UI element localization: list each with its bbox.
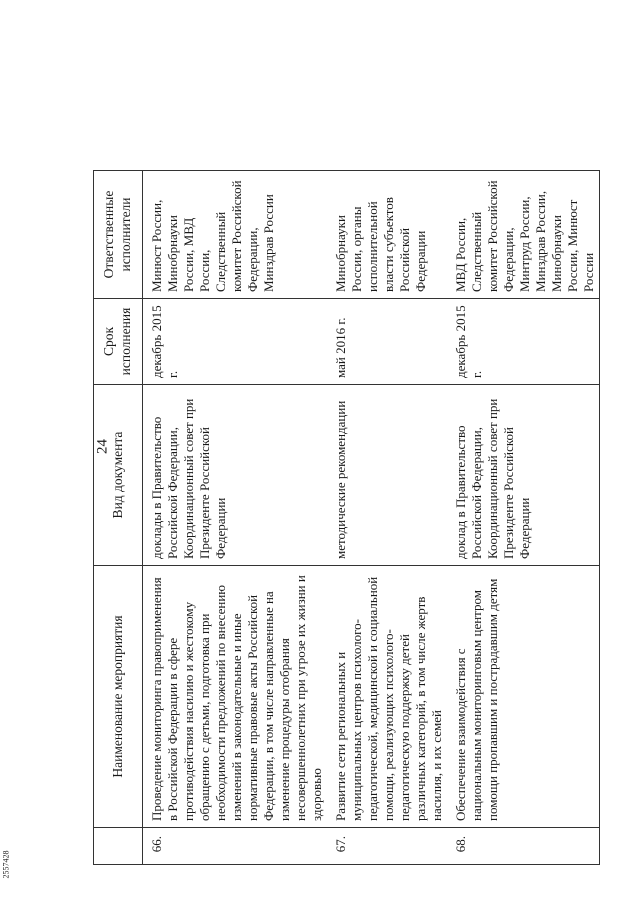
document-code: 2557428: [1, 850, 11, 879]
header-document-type: Вид документа: [94, 385, 143, 566]
measure-name: Проведение мониторинга правоприменения в Российской Федерации в сфере противодействия насилию и жестокому обращению с детьми, подготовка при необходимости предложений по внесению изменений в законодательные и иные нормативные правовые акты Российской Федерации, в том числе направленные на изменение процедуры отобрания несовершеннолетних при угрозе их жизни и здоровью: [143, 566, 327, 828]
table-row: [447, 171, 599, 865]
responsible: МВД России, Следственный комитет Российской Федерации, Минтруд России, Минздрав России, Минобрнауки России, Минюст России: [447, 171, 599, 299]
responsible: Минюст России, Минобрнауки России, МВД России, Следственный комитет Российской Федерации, Минздрав России: [143, 171, 327, 299]
header-responsible: Ответственные исполнители: [94, 171, 143, 299]
document-type: доклады в Правительство Российской Федерации, Координационный совет при Президенте Российской Федерации: [143, 385, 327, 566]
measure-name: Развитие сети региональных и муниципальных центров психолого-педагогической, медицинской и социальной помощи, реализующих психолого-педагогическую поддержку детей различных категорий, в том числе жертв насилия, и их семей: [327, 566, 447, 828]
deadline: декабрь 2015 г.: [143, 299, 327, 385]
measure-name: Обеспечение взаимодействия с национальным мониторинговым центром помощи пропавшим и пострадавшим детям: [447, 566, 599, 828]
document-type: методические рекомендации: [327, 385, 447, 566]
deadline: май 2016 г.: [327, 299, 447, 385]
header-deadline: Срок исполнения: [94, 299, 143, 385]
document-type: доклад в Правительство Российской Федерации, Координационный совет при Президенте Российской Федерации: [447, 385, 599, 566]
table-row: [143, 171, 327, 865]
deadline: декабрь 2015 г.: [447, 299, 599, 385]
row-number: 66.: [143, 828, 327, 865]
table-row: [327, 171, 447, 865]
row-number: 67.: [327, 828, 447, 865]
measures-table: [93, 170, 600, 865]
table-header-row: [94, 171, 143, 865]
header-number: [94, 828, 143, 865]
header-measure-name: Наименование мероприятия: [94, 566, 143, 828]
responsible: Минобрнауки России, органы исполнительной власти субъектов Российской Федерации: [327, 171, 447, 299]
row-number: 68.: [447, 828, 599, 865]
page-number: 24: [94, 439, 111, 454]
